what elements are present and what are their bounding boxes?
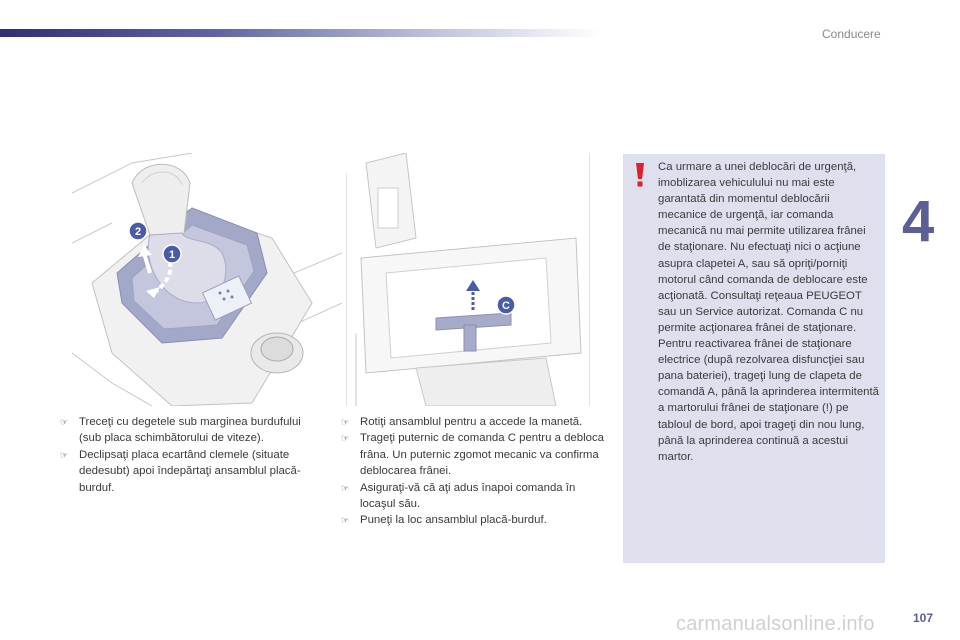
pointing-hand-icon: ☞ [341, 417, 350, 427]
callout-2: 2 [134, 226, 142, 238]
list-item: ☞ Rotiţi ansamblul pentru a accede la manetă. [341, 414, 607, 430]
pointing-hand-icon: ☞ [341, 433, 350, 444]
instructions-column-2 [341, 414, 607, 529]
warning-text: Ca urmare a unei deblocări de urgenţă, imoblizarea vehiculului nu mai este garantată din momentul deblocării mecanice de urgenţă, iar comanda mecanică nu mai permite utilizarea frânei de staţionare. Nu efectuaţi nici o acţiune asupra clapetei A, sau să opriţi/porniţi motorul când comanda de deblocare este acţionată. Consultaţi reţeaua PEUGEOT sau un Service autorizat. Comanda C nu permite acţionarea frânei de staţionare. Pentru reactivarea frânei de staţionare electrice (după rezolvarea disfuncţiei sau pana bateriei), trageţi lung de clapeta de comandă A, până la aprinderea intermitentă a martorului frânei de staţionare (!) pe tabloul de bord, apoi trageţi din nou lung, până la aprinderea continuă a acestui martor. [658, 161, 879, 463]
page-number: 107 [913, 611, 934, 625]
gear-lever-illustration [72, 153, 342, 406]
list-item: ☞ Treceţi cu degetele sub marginea burdufului (sub placa schimbătorului de viteze). [60, 416, 301, 445]
pointing-hand-icon: ☞ [341, 482, 350, 493]
list-item: ☞ Puneţi la loc ansamblul placă-burduf. [341, 512, 607, 528]
pointing-hand-icon: ☞ [60, 417, 69, 427]
chapter-number: 4 [902, 189, 935, 254]
callout-c: C [502, 300, 510, 312]
list-item: ☞ Declipsaţi placa ecartând clemele (situate dedesubt) apoi îndepărtaţi ansamblul placă-burduf. [60, 448, 301, 494]
exclamation-icon [634, 163, 646, 187]
header-bar [0, 29, 600, 37]
watermark: carmanualsonline.info [676, 613, 875, 635]
instructions-column-1 [60, 414, 318, 496]
brake-release-illustration [346, 153, 590, 406]
list-item: ☞ Trageţi puternic de comanda C pentru a debloca frâna. Un puternic zgomot mecanic va confirma deblocarea frânei. [341, 432, 604, 478]
pointing-hand-icon: ☞ [60, 449, 69, 460]
pointing-hand-icon: ☞ [341, 515, 350, 526]
list-item: ☞ Asiguraţi-vă că aţi adus înapoi comanda în locaşul său. [341, 481, 576, 511]
callout-1: 1 [168, 249, 176, 261]
section-title: Conducere [822, 27, 881, 41]
